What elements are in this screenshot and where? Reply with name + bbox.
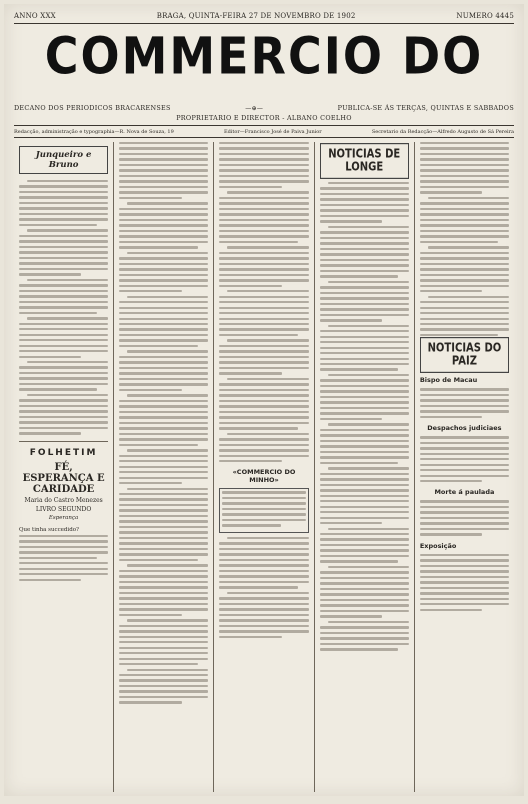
article-title-junqueiro: Junqueiro e Bruno — [19, 146, 108, 174]
article-body — [420, 142, 509, 336]
column-1 — [14, 142, 114, 792]
subtitle-right: PUBLICA-SE ÁS TERÇAS, QUINTAS E SABBADOS — [337, 104, 514, 112]
column-5 — [415, 142, 514, 792]
dateline: BRAGA, QUINTA-FEIRA 27 DE NOVEMBRO DE 1902 — [156, 12, 356, 20]
subtitle-left: DECANO DOS PERIODICOS BRACARENSES — [14, 104, 171, 112]
morte-subhead: Morte á paulada — [434, 488, 495, 497]
year-label: ANNO XXX — [14, 12, 56, 20]
novel-book: LIVRO SEGUNDO — [35, 505, 92, 513]
folhetim-divider — [19, 441, 108, 442]
top-rule — [14, 23, 514, 24]
article-body — [320, 182, 409, 651]
noticias-de-longe-title: NOTICIAS DE LONGE — [320, 143, 409, 179]
novel-title: FÉ, ESPERANÇA E CARIDADE — [22, 461, 105, 495]
column-3 — [214, 142, 314, 792]
info-line — [14, 127, 514, 136]
article-body-lower — [219, 537, 308, 638]
article-body — [19, 180, 108, 435]
newspaper-title: COMMERCIO DO — [44, 28, 484, 86]
bispo-de-macau-subhead: Bispo de Macau — [419, 376, 478, 385]
article-body — [420, 436, 509, 482]
article-body — [119, 142, 208, 704]
proprietor-line: PROPRIETARIO E DIRECTOR - ALBANO COELHO — [176, 114, 352, 122]
info-rule-top — [14, 125, 514, 126]
top-line — [14, 10, 514, 22]
info-right: Secretario da Redacção—Alfredo Augusto de Sá Pereira — [371, 128, 514, 135]
column-4 — [315, 142, 415, 792]
commercio-box-title: «COMMERCIO DO MINHO» — [232, 468, 296, 485]
novel-body — [19, 535, 108, 581]
info-rule-bottom — [14, 137, 514, 138]
info-middle: Editor—Francisco José de Paiva Junior — [223, 128, 322, 135]
novel-subhead: Esperança — [48, 514, 79, 521]
article-body — [420, 554, 509, 611]
exposicao-subhead: Exposição — [419, 541, 457, 550]
subscription-box — [219, 488, 308, 532]
folhetim-label: FOLHETIM — [29, 447, 98, 458]
subtitle-row — [14, 103, 514, 113]
despachos-subhead: Despachos judiciaes — [427, 424, 502, 433]
article-body — [420, 388, 509, 418]
issue-number: NUMERO 4445 — [456, 12, 514, 20]
article-body — [420, 500, 509, 535]
newspaper-page — [4, 4, 524, 796]
columns — [14, 142, 514, 792]
novel-author: Maria do Castro Menezes — [24, 496, 103, 504]
subtitle-ornament: —⊕— — [245, 104, 264, 112]
column-2 — [114, 142, 214, 792]
masthead — [14, 28, 514, 90]
info-left: Redacção, administração e typographia—R. Nova de Souza, 19 — [14, 128, 174, 135]
novel-lead: Que tinha succedido? — [19, 526, 79, 533]
noticias-do-paiz-title: NOTICIAS DO PAIZ — [420, 337, 509, 373]
article-body — [219, 142, 308, 462]
